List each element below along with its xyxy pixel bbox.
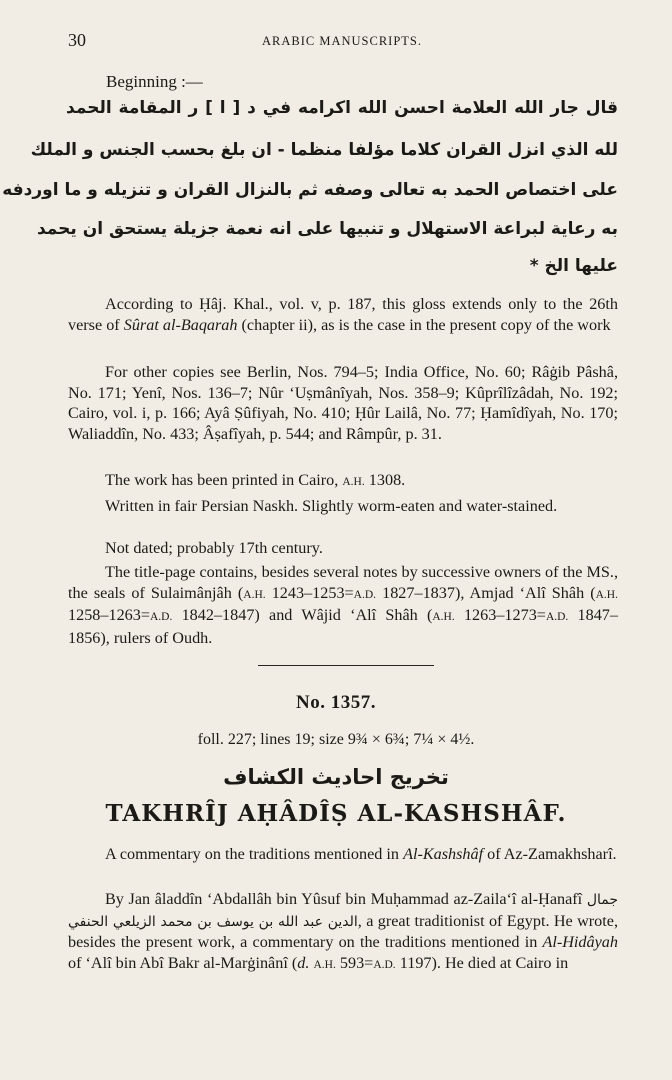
- folio-details: foll. 227; lines 19; size 9¾ × 6¾; 7¼ × 4½.: [197, 731, 475, 748]
- title-page-seals-paragraph: The title-page contains, besides several notes by successive owners of the MS., the seals of Sulaimânjâh (A.H. 1243–1253=A.D. 1827–1837), Amjad ʻAlî Shâh (A.H. 1258–1263=A.D. 1842–1847) and Wâjid ʻAlî Shâh (A.H. 1263–1273=A.D. 1847–1856), rulers of Oudh.: [68, 563, 618, 647]
- other-copies-paragraph: For other copies see Berlin, Nos. 794–5; India Office, No. 60; Râġib Pâshâ, No. 171; Yenî, Nos. 136–7; Nûr ʻUṣmânîyah, Nos. 358–9; Kûprîlîzâdah, No. 192; Cairo, vol. i, p. 166; Ayâ Ṣûfiyah, No. 410; Ḥûr Lailâ, No. 77; Ḥamîdîyah, No. 170; Waliaddîn, No. 433; Âṣafîyah, p. 544; and Râmpûr, p. 31.: [68, 363, 618, 443]
- description-paragraph: A commentary on the traditions mentioned in Al-Kashshâf of Az-Zamakhsharî.: [105, 845, 617, 863]
- running-title: ARABIC MANUSCRIPTS.: [261, 34, 422, 48]
- script-condition-paragraph: Written in fair Persian Naskh. Slightly worm-eaten and water-stained.: [105, 497, 558, 515]
- page-header: [68, 30, 616, 54]
- printed-paragraph: The work has been printed in Cairo, A.H. 1308.: [105, 471, 406, 489]
- arabic-incipit-line: على اختصاص الحمد به تعالى وصفه ثم بالنزال القران و تنزيله و ما اوردفه: [2, 180, 618, 200]
- arabic-incipit-line: عليها الخ *: [529, 256, 618, 276]
- arabic-title: تخريج احاديث الكشاف: [223, 765, 449, 789]
- entry-title: TAKHRÎJ AḤÂDÎṢ AL-KASHSHÂF.: [105, 800, 567, 827]
- arabic-incipit-line: به رعاية لبراعة الاستهلال و تنبيها على انه نعمة جزيلة يستحق ان يحمد: [36, 219, 618, 239]
- arabic-incipit-line: قال جار الله العلامة احسن الله اكرامه في د [ ا ] ر المقامة الحمد: [66, 98, 618, 118]
- author-arabic-name: جمال الدين عبد الله بن يوسف بن محمد الزيلعي الحنفي: [68, 892, 618, 930]
- date-paragraph: Not dated; probably 17th century.: [105, 539, 323, 557]
- section-divider: [258, 665, 434, 666]
- gloss-extent-paragraph: According to Ḥâj. Khal., vol. v, p. 187, this gloss extends only to the 26th verse of Sûrat al-Baqarah (chapter ii), as is the case in the present copy of the work: [68, 295, 618, 334]
- author-paragraph: By Jan âladdîn ʻAbdallâh bin Yûsuf bin Muḥammad az-Zailaʻî al-Ḥanafî جمال الدين عبد الله بن يوسف بن محمد الزيلعي الحنفي, a great traditionist of Egypt. He wrote, besides the present work, a commentary on the traditions mentioned in Al-Hidâyah of ʻAlî bin Abî Bakr al-Marġinânî (d. A.H. 593=A.D. 1197). He died at Cairo in: [68, 890, 618, 972]
- arabic-incipit-line: لله الذي انزل القران كلاما مؤلفا منظما - ان بلغ بحسب الجنس و الملك: [30, 140, 618, 160]
- entry-number: No. 1357.: [296, 692, 376, 713]
- page-number: 30: [68, 30, 86, 50]
- beginning-label: Beginning :—: [106, 72, 203, 91]
